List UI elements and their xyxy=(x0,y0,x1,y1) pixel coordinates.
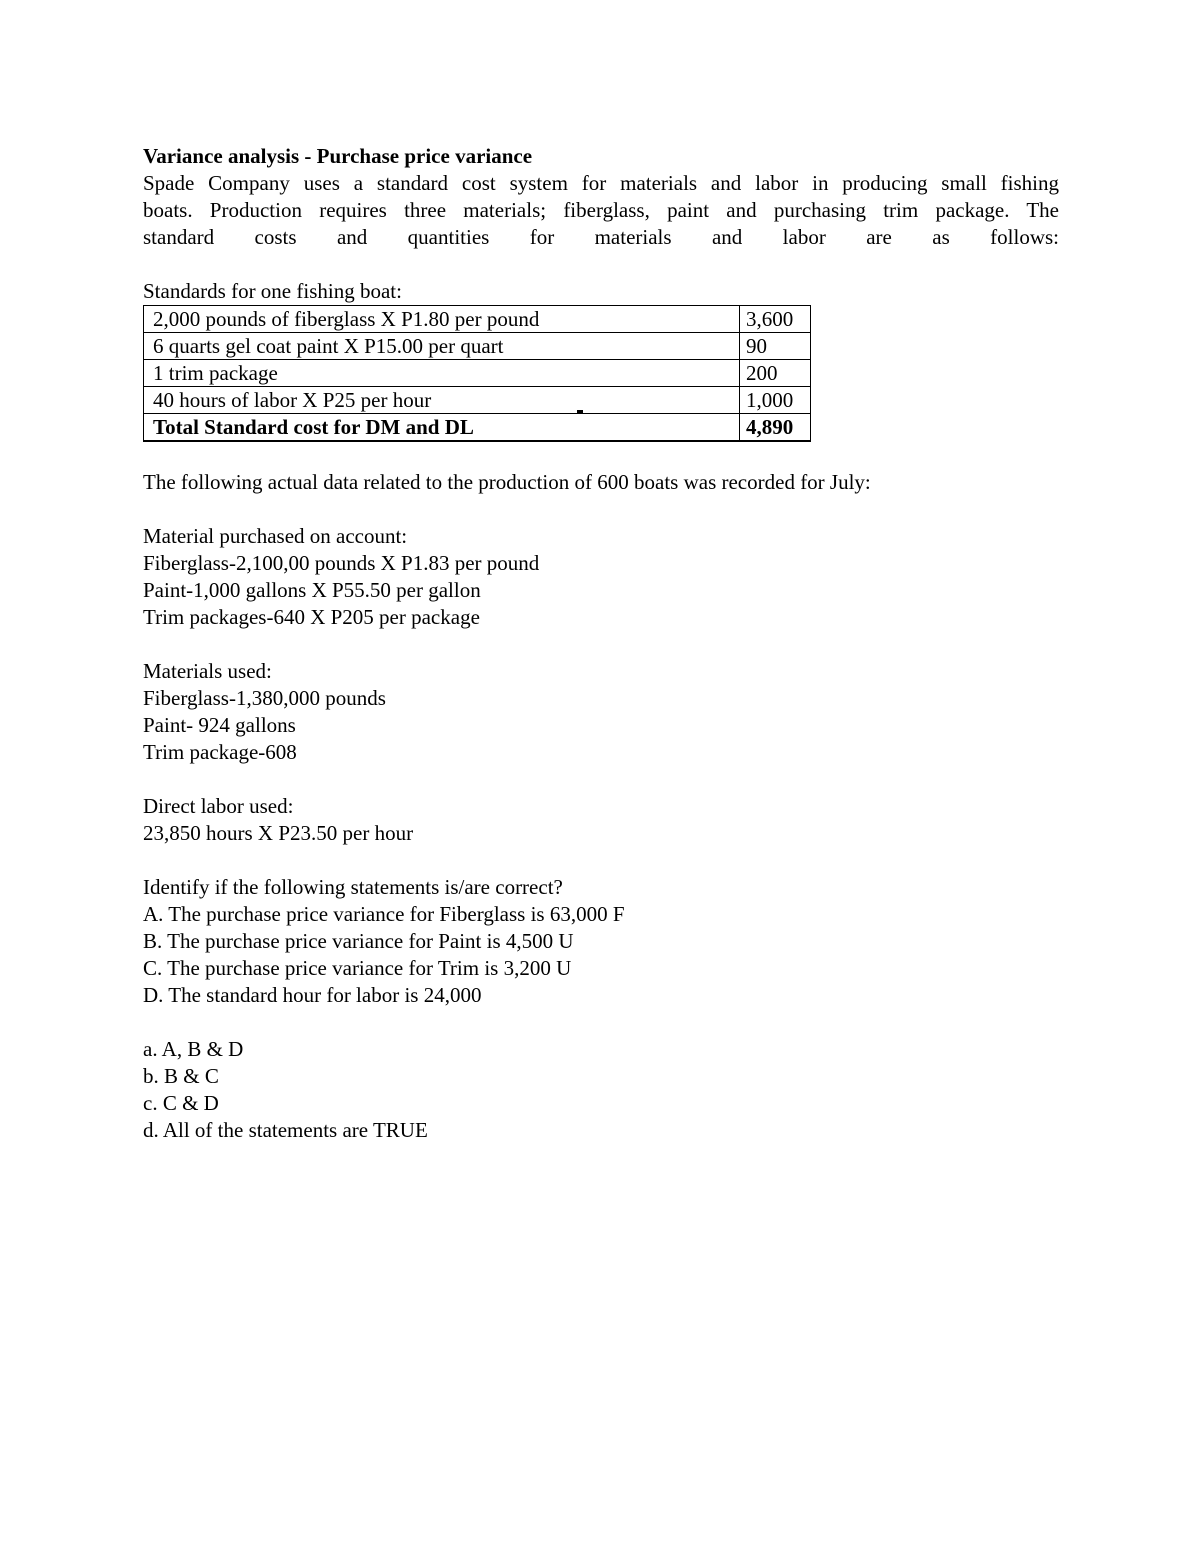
standard-item: 6 quarts gel coat paint X P15.00 per quart xyxy=(144,333,740,360)
statement-c: C. The purchase price variance for Trim is 3,200 U xyxy=(143,956,572,980)
used-line: Trim package-608 xyxy=(143,740,297,764)
table-row xyxy=(144,387,811,414)
standard-amount: 1,000 xyxy=(740,387,811,414)
purchased-heading: Material purchased on account: xyxy=(143,524,408,548)
used-line: Paint- 924 gallons xyxy=(143,713,296,737)
purchased-line: Fiberglass-2,100,00 pounds X P1.83 per pound xyxy=(143,551,540,575)
intro-line-1: Spade Company uses a standard cost system for materials and labor in producing small fishing xyxy=(143,171,1059,195)
standard-item: 40 hours of labor X P25 per hour xyxy=(153,388,432,412)
statement-d: D. The standard hour for labor is 24,000 xyxy=(143,983,482,1007)
statement-b: B. The purchase price variance for Paint is 4,500 U xyxy=(143,929,574,953)
intro-line-3: standard costs and quantities for materials and labor are as follows: xyxy=(143,225,1059,249)
choice-c: c. C & D xyxy=(143,1091,219,1115)
standards-heading: Standards for one fishing boat: xyxy=(143,279,402,303)
labor-heading: Direct labor used: xyxy=(143,794,294,818)
document-page xyxy=(143,143,1059,1144)
dash-mark xyxy=(577,410,583,413)
standard-item: 1 trim package xyxy=(144,360,740,387)
total-row xyxy=(144,414,811,442)
used-heading: Materials used: xyxy=(143,659,272,683)
standard-item-labor xyxy=(144,387,740,414)
statement-a: A. The purchase price variance for Fiberglass is 63,000 F xyxy=(143,902,625,926)
standard-amount: 90 xyxy=(740,333,811,360)
purchased-line: Trim packages-640 X P205 per package xyxy=(143,605,480,629)
standard-item: 2,000 pounds of fiberglass X P1.80 per pound xyxy=(144,306,740,333)
table-row xyxy=(144,333,811,360)
labor-line: 23,850 hours X P23.50 per hour xyxy=(143,821,414,845)
choice-a: a. A, B & D xyxy=(143,1037,244,1061)
table-row xyxy=(144,306,811,333)
total-label: Total Standard cost for DM and DL xyxy=(144,414,740,442)
intro-line-2: boats. Production requires three materials; fiberglass, paint and purchasing trim package. The xyxy=(143,198,1059,222)
standard-amount: 3,600 xyxy=(740,306,811,333)
standards-table xyxy=(143,305,811,442)
document-title: Variance analysis - Purchase price variance xyxy=(143,144,533,168)
table-row xyxy=(144,360,811,387)
standard-amount: 200 xyxy=(740,360,811,387)
actual-data-intro: The following actual data related to the production of 600 boats was recorded for July: xyxy=(143,470,871,494)
used-line: Fiberglass-1,380,000 pounds xyxy=(143,686,386,710)
choice-d: d. All of the statements are TRUE xyxy=(143,1118,428,1142)
choice-b: b. B & C xyxy=(143,1064,219,1088)
purchased-line: Paint-1,000 gallons X P55.50 per gallon xyxy=(143,578,481,602)
total-amount: 4,890 xyxy=(740,414,811,442)
question-prompt: Identify if the following statements is/are correct? xyxy=(143,875,563,899)
